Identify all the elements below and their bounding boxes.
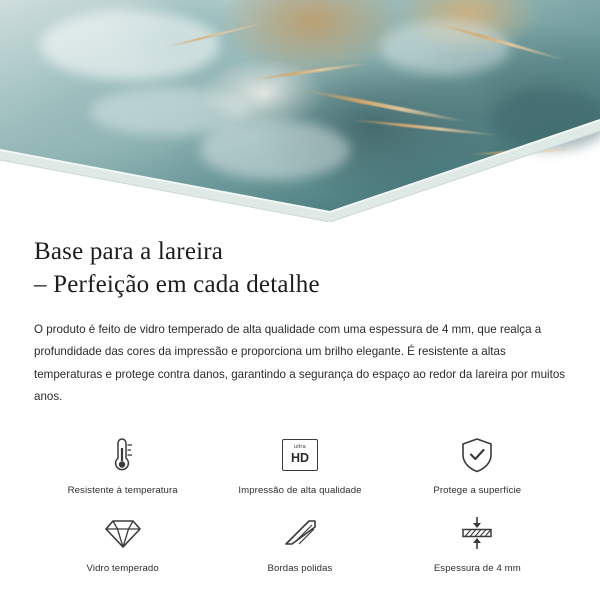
artwork-wisp xyxy=(90,88,250,136)
ultra-hd-badge-top: ultra xyxy=(294,444,306,451)
feature-item-tempered-glass xyxy=(34,512,211,574)
shield-check-icon xyxy=(460,434,494,476)
feature-label: Vidro temperado xyxy=(86,563,159,574)
sparkle-icon xyxy=(556,186,576,206)
artwork-wisp xyxy=(40,10,220,80)
feature-grid xyxy=(34,434,566,574)
diamond-icon xyxy=(104,512,142,554)
artwork-wisp xyxy=(380,20,510,75)
ultra-hd-icon xyxy=(282,434,318,476)
feature-label: Bordas polidas xyxy=(267,563,333,574)
ultra-hd-badge-main: HD xyxy=(290,451,310,466)
headline-line-2: – Perfeição em cada detalhe xyxy=(34,270,320,298)
feature-label: Resistente à temperatura xyxy=(67,485,178,496)
content-area xyxy=(0,236,600,574)
thickness-icon xyxy=(457,512,497,554)
hero-image xyxy=(0,0,600,222)
feature-item-surface-protection xyxy=(389,434,566,496)
feature-item-print-quality xyxy=(211,434,388,496)
polished-edges-icon xyxy=(281,512,319,554)
feature-item-temperature xyxy=(34,434,211,496)
artwork-wisp xyxy=(490,90,600,150)
feature-item-thickness xyxy=(389,512,566,574)
feature-label: Espessura de 4 mm xyxy=(433,563,521,574)
feature-label: Protege a superfície xyxy=(433,485,522,496)
feature-item-polished-edges xyxy=(211,512,388,574)
thermometer-icon xyxy=(108,434,138,476)
page-title xyxy=(34,236,566,301)
feature-label: Impressão de alta qualidade xyxy=(238,485,362,496)
description-paragraph: O produto é feito de vidro temperado de alta qualidade com uma espessura de 4 mm, que realça a profundidade das cores da impressão e proporciona um brilho elegante. É resistente a altas temperaturas e protege contra danos, garantindo a segurança do espaço ao redor da lareira por muitos anos. xyxy=(34,323,566,403)
headline-line-1: Base para a lareira xyxy=(34,238,224,265)
